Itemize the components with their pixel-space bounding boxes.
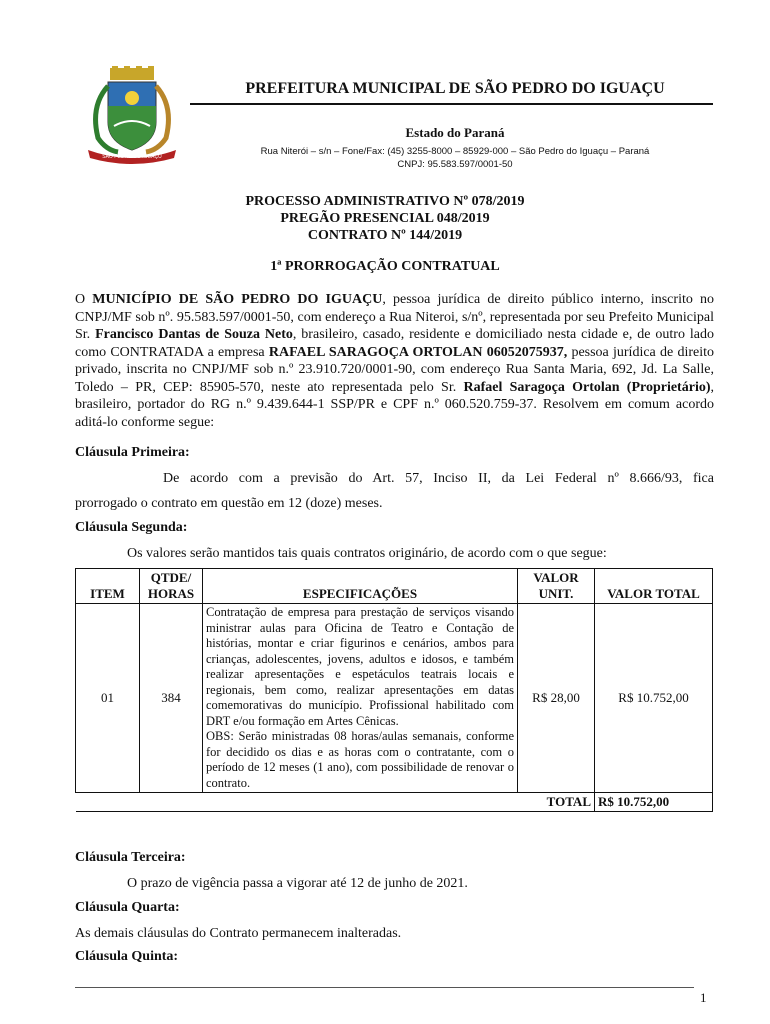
footer-divider <box>75 987 694 988</box>
row-spec <box>203 604 518 793</box>
header-divider <box>190 103 713 105</box>
intro-text-2: , pessoa jurídica de direito público interno, inscrito no CNPJ/MF sob nº. 95.583.597/0001-50, com endereço a Rua Niteroi, s/nº, representada por seu Prefeito Municipal Sr. <box>75 292 714 342</box>
col-item-header: ITEM <box>76 569 140 604</box>
contract-number: CONTRATO Nº 144/2019 <box>307 228 463 243</box>
address-line: Rua Niterói – s/n – Fone/Fax: (45) 3255-8000 – 85929-000 – São Pedro do Iguaçu – Paraná <box>260 146 650 157</box>
table-row <box>76 604 713 793</box>
clause-1-text: De acordo com a previsão do Art. 57, Inciso II, da Lei Federal nº 8.666/93, fica <box>163 471 714 486</box>
col-total-header: VALOR TOTAL <box>595 569 713 604</box>
total-label: TOTAL <box>76 793 595 812</box>
qtde-header-line1: QTDE/ <box>150 570 192 585</box>
clause-2-heading: Cláusula Segunda: <box>75 520 188 535</box>
clause-3-heading: Cláusula Terceira: <box>75 850 186 865</box>
header-address <box>190 145 720 171</box>
col-qtde-header <box>140 569 203 604</box>
col-unit-header <box>518 569 595 604</box>
mayor-name: Francisco Dantas de Souza Neto <box>95 327 293 342</box>
crest-banner-text: SÃO PEDRO DO IGUAÇU <box>102 154 162 160</box>
municipality-name: MUNICÍPIO DE SÃO PEDRO DO IGUAÇU <box>92 292 383 307</box>
intro-text-4: pessoa jurídica de direito privado, inscrita no CNPJ/MF sob n.º 23.910.720/0001-90, com endereço Rua Santa Maria, 692, Jd. La Salle, Toledo – PR, CEP: 85905-570, neste ato representada pelo Sr. <box>75 344 714 395</box>
cnpj-line: CNPJ: 95.583.597/0001-50 <box>397 159 513 170</box>
clause-3-text: O prazo de vigência passa a vigorar até 12 de junho de 2021. <box>127 876 468 891</box>
clause-5-heading: Cláusula Quinta: <box>75 949 179 964</box>
spec-description: Contratação de empresa para prestação de serviços visando ministrar aulas para Oficina de Teatro e Contação de histórias, montar e criar figurinos e cenários, ambos para crianças, adolescentes, jovens, adultos e idosos, e também realizar apresentações e espetáculos teatrais locais e regionais, bem como, realizar apresentações em datas comemorativas do município. Profissional habilitado com DRT e/ou formação em Artes Cênicas. <box>206 605 514 728</box>
table-total-row <box>76 793 713 812</box>
clause-1-text-cont: prorrogado o contrato em questão em 12 (doze) meses. <box>75 496 383 511</box>
municipal-crest-logo <box>78 66 186 164</box>
table-header-row <box>76 569 713 604</box>
values-table <box>75 568 713 812</box>
row-qtde: 384 <box>140 604 203 793</box>
page-title: PREFEITURA MUNICIPAL DE SÃO PEDRO DO IGUAÇU <box>245 80 665 97</box>
process-block <box>60 193 710 244</box>
unit-header-line2: UNIT. <box>538 586 574 601</box>
intro-paragraph <box>75 291 714 431</box>
clause-4-text: As demais cláusulas do Contrato permanecem inalteradas. <box>75 926 402 941</box>
clause-4-heading: Cláusula Quarta: <box>75 900 180 915</box>
document-subtitle: 1ª PRORROGAÇÃO CONTRATUAL <box>270 259 500 274</box>
row-item: 01 <box>76 604 140 793</box>
intro-text-5: , brasileiro, portador do RG n.º 9.439.644-1 SSP/PR e CPF n.º 060.520.759-37. Resolvem em comum acordo aditá-lo conforme segue: <box>75 379 714 430</box>
process-number: PROCESSO ADMINISTRATIVO Nº 078/2019 <box>245 194 525 209</box>
spec-observation: OBS: Serão ministradas 08 horas/aulas semanais, conforme for decidido os dias e as horas com o contratante, com o período de 12 meses (1 ano), com possibilidade de renovar o contrato. <box>206 729 514 790</box>
contractor-name: RAFAEL SARAGOÇA ORTOLAN 06052075937, <box>268 344 568 360</box>
col-spec-header: ESPECIFICAÇÕES <box>203 569 518 604</box>
pregao-number: PREGÃO PRESENCIAL 048/2019 <box>280 211 490 226</box>
row-total-value: R$ 10.752,00 <box>595 604 713 793</box>
page-number: 1 <box>700 990 707 1005</box>
row-unit-value: R$ 28,00 <box>518 604 595 793</box>
state-name: Estado do Paraná <box>405 125 505 140</box>
representative-name: Rafael Saragoça Ortolan (Proprietário) <box>463 379 711 395</box>
unit-header-line1: VALOR <box>533 570 579 585</box>
clause-2-text: Os valores serão mantidos tais quais contratos originário, de acordo com o que segue: <box>127 546 607 561</box>
intro-text-1: O <box>75 292 93 307</box>
intro-text-3: , brasileiro, casado, residente e domiciliado nesta cidade e, de outro lado como CONTRATADA a empresa <box>75 327 714 360</box>
clause-1-heading: Cláusula Primeira: <box>75 445 190 460</box>
qtde-header-line2: HORAS <box>147 586 195 601</box>
total-value: R$ 10.752,00 <box>595 793 713 812</box>
